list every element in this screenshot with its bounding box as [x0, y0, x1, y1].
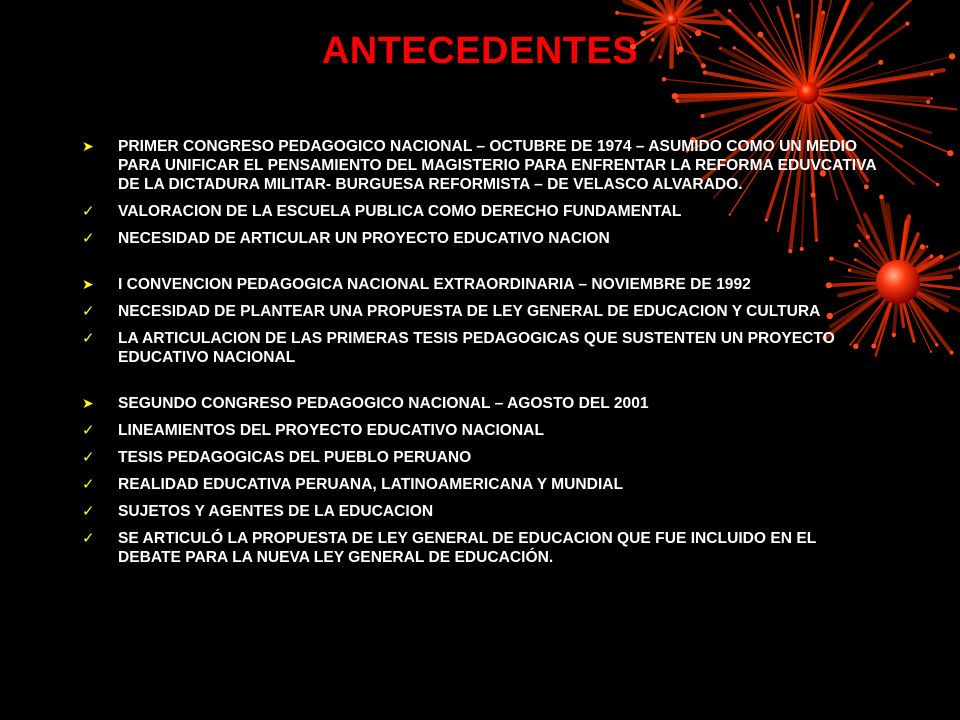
bullet-text: SUJETOS Y AGENTES DE LA EDUCACION	[118, 503, 434, 520]
bullet-text: REALIDAD EDUCATIVA PERUANA, LATINOAMERICANA Y MUNDIAL	[118, 476, 624, 493]
firework-ray	[894, 300, 897, 335]
firework-spark	[821, 11, 824, 14]
firework-spark	[728, 9, 731, 12]
bullet-item	[82, 502, 882, 521]
arrow-bullet-icon: ➤	[82, 276, 94, 292]
arrow-bullet-icon: ➤	[82, 395, 94, 411]
firework-spark	[905, 22, 909, 26]
firework-spark	[926, 100, 930, 104]
firework-spark	[892, 333, 896, 337]
firework-spark	[947, 150, 953, 156]
checkmark-bullet-icon: ✓	[82, 476, 95, 493]
firework-spark	[700, 114, 704, 118]
bullet-text: SE ARTICULÓ LA PROPUESTA DE LEY GENERAL DE EDUCACION QUE FUE INCLUIDO EN EL DEBATE PARA LA NUEVA LEY GENERAL DE EDUCACIÓN.	[118, 530, 817, 566]
firework-ray	[672, 0, 673, 15]
checkmark-bullet-icon: ✓	[82, 449, 95, 466]
bullet-text: LA ARTICULACION DE LAS PRIMERAS TESIS PEDAGOGICAS QUE SUSTENTEN UN PROYECTO EDUCATIVO NACIONAL	[118, 330, 835, 366]
checkmark-bullet-icon: ✓	[82, 530, 95, 547]
arrow-bullet-icon: ➤	[82, 138, 94, 154]
firework-spark	[950, 351, 954, 355]
bullet-item	[82, 329, 882, 367]
firework-spark	[929, 254, 933, 258]
bullet-item	[82, 421, 882, 440]
firework-spark	[926, 245, 928, 247]
bullet-text: TESIS PEDAGOGICAS DEL PUEBLO PERUANO	[118, 449, 472, 466]
bullet-item	[82, 275, 882, 294]
bullet-text: I CONVENCION PEDAGOGICA NACIONAL EXTRAORDINARIA – NOVIEMBRE DE 1992	[118, 276, 751, 293]
bullet-item	[82, 302, 882, 321]
bullet-item	[82, 202, 882, 221]
firework-spark	[615, 11, 619, 15]
bullet-text: NECESIDAD DE PLANTEAR UNA PROPUESTA DE LEY GENERAL DE EDUCACION Y CULTURA	[118, 303, 821, 320]
checkmark-bullet-icon: ✓	[82, 203, 95, 220]
firework-core	[666, 14, 678, 26]
bullet-item	[82, 475, 882, 494]
firework-ray	[677, 20, 730, 23]
firework-spark	[795, 14, 800, 19]
slide-title: ANTECEDENTES	[321, 30, 639, 72]
firework-spark	[913, 340, 915, 342]
bullet-item	[82, 529, 882, 567]
checkmark-bullet-icon: ✓	[82, 503, 95, 520]
checkmark-bullet-icon: ✓	[82, 303, 95, 320]
firework-spark	[662, 77, 666, 81]
firework-spark	[675, 99, 679, 103]
firework-spark	[672, 93, 678, 99]
checkmark-bullet-icon: ✓	[82, 230, 95, 247]
bullet-item	[82, 229, 882, 248]
firework-spark	[930, 97, 932, 99]
firework-spark	[935, 343, 938, 346]
firework-ray	[675, 93, 799, 96]
firework-core	[797, 82, 819, 104]
bullet-list	[82, 137, 882, 567]
bullet-text: VALORACION DE LA ESCUELA PUBLICA COMO DERECHO FUNDAMENTAL	[118, 203, 682, 220]
firework-spark	[936, 183, 939, 186]
bullet-text: NECESIDAD DE ARTICULAR UN PROYECTO EDUCATIVO NACION	[118, 230, 610, 247]
bullet-text: PRIMER CONGRESO PEDAGOGICO NACIONAL – OCTUBRE DE 1974 – ASUMIDO COMO UN MEDIO PARA UNIFICAR EL PENSAMIENTO DEL MAGISTERIO PARA ENFRENTAR LA REFORMA EDUVCATIVA DE LA DICTADURA MILITAR- BURGUESA REFORMISTA – DE VELASCO ALVARADO.	[118, 138, 877, 193]
bullet-text: SEGUNDO CONGRESO PEDAGOGICO NACIONAL – AGOSTO DEL 2001	[118, 395, 649, 412]
firework-spark	[940, 255, 944, 259]
bullet-item	[82, 137, 882, 194]
checkmark-bullet-icon: ✓	[82, 330, 95, 347]
bullet-item	[82, 394, 882, 413]
bullet-text: LINEAMIENTOS DEL PROYECTO EDUCATIVO NACIONAL	[118, 422, 544, 439]
firework-spark	[930, 351, 932, 353]
checkmark-bullet-icon: ✓	[82, 422, 95, 439]
firework-core	[876, 260, 920, 304]
firework-ray	[693, 96, 800, 140]
bullet-item	[82, 448, 882, 467]
firework-spark	[930, 73, 933, 76]
